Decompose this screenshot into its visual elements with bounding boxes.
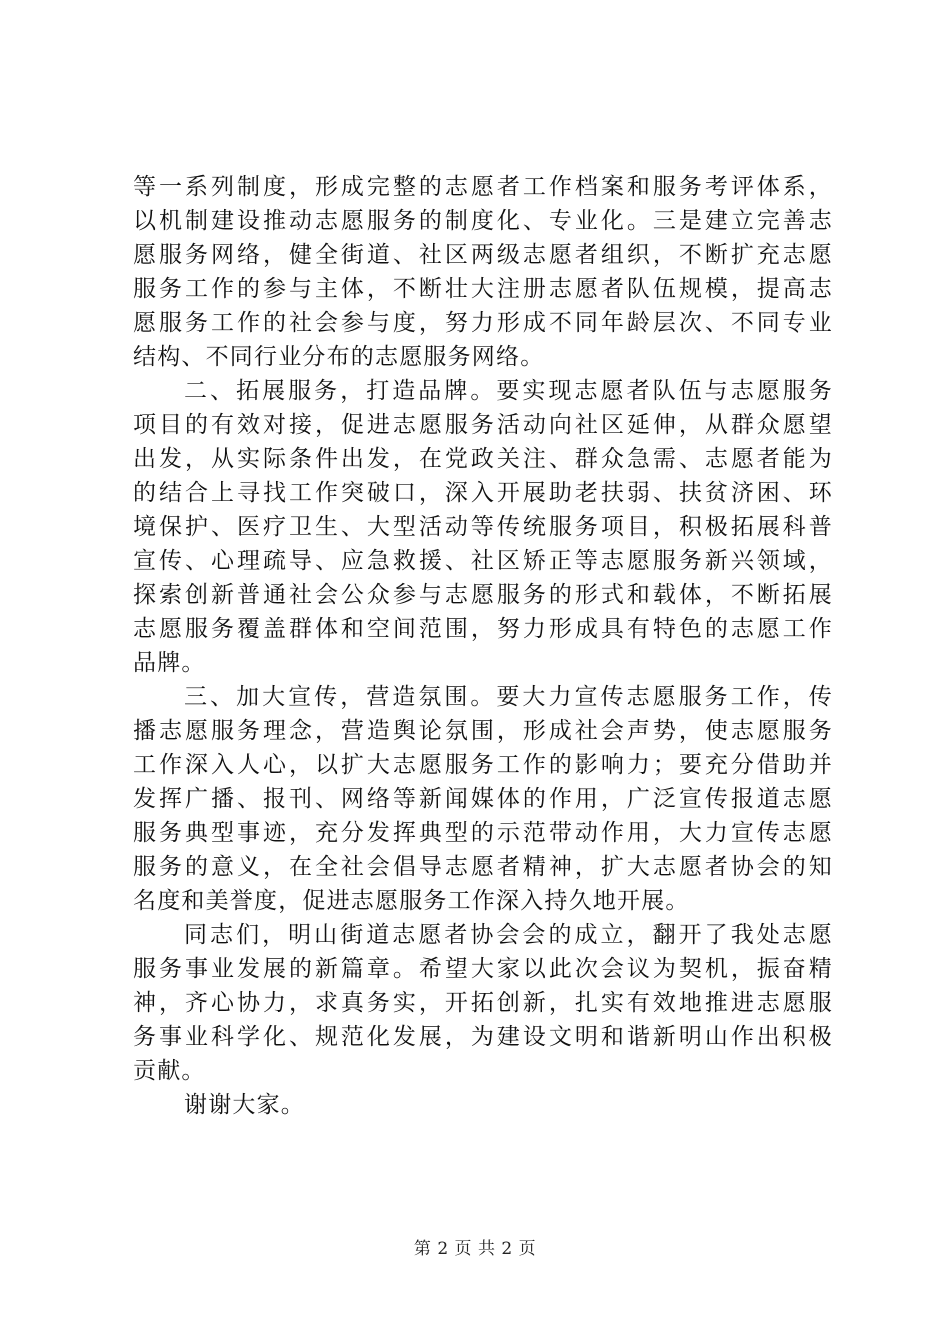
- text-line: 探索创新普通社会公众参与志愿服务的形式和载体，不断拓展: [133, 582, 833, 608]
- document-body: [133, 170, 833, 1122]
- text-line: 务事业科学化、规范化发展，为建设文明和谐新明山作出积极: [133, 1024, 833, 1050]
- text-line: 品牌。: [133, 650, 206, 676]
- text-line: 神，齐心协力，求真务实，开拓创新，扎实有效地推进志愿服: [133, 990, 833, 1016]
- paragraph-start-line: 二、拓展服务，打造品牌。要实现志愿者队伍与志愿服务: [184, 378, 833, 404]
- text-line: 志愿服务覆盖群体和空间范围，努力形成具有特色的志愿工作: [133, 616, 833, 642]
- text-line: 宣传、心理疏导、应急救援、社区矫正等志愿服务新兴领域，: [133, 548, 833, 574]
- text-line: 愿服务工作的社会参与度，努力形成不同年龄层次、不同专业: [133, 310, 833, 336]
- text-line: 播志愿服务理念，营造舆论氛围，形成社会声势，使志愿服务: [133, 718, 833, 744]
- closing-line: 谢谢大家。: [184, 1092, 305, 1118]
- text-line: 的结合上寻找工作突破口，深入开展助老扶弱、扶贫济困、环: [133, 480, 833, 506]
- text-line: 出发，从实际条件出发，在党政关注、群众急需、志愿者能为: [133, 446, 833, 472]
- paragraph-start-line: 同志们，明山街道志愿者协会会的成立，翻开了我处志愿: [184, 922, 833, 948]
- text-line: 服务事业发展的新篇章。希望大家以此次会议为契机，振奋精: [133, 956, 833, 982]
- text-line: 工作深入人心，以扩大志愿服务工作的影响力；要充分借助并: [133, 752, 833, 778]
- text-line: 等一系列制度，形成完整的志愿者工作档案和服务考评体系，: [133, 174, 833, 200]
- text-line: 项目的有效对接，促进志愿服务活动向社区延伸，从群众愿望: [133, 412, 833, 438]
- text-line: 结构、不同行业分布的志愿服务网络。: [133, 344, 545, 370]
- text-line: 贡献。: [133, 1058, 206, 1084]
- page-number-footer: 第 2 页 共 2 页: [413, 1239, 537, 1259]
- text-line: 服务典型事迹，充分发挥典型的示范带动作用，大力宣传志愿: [133, 820, 833, 846]
- text-line: 服务的意义，在全社会倡导志愿者精神，扩大志愿者协会的知: [133, 854, 833, 880]
- text-line: 愿服务网络，健全街道、社区两级志愿者组织，不断扩充志愿: [133, 242, 833, 268]
- paragraph-start-line: 三、加大宣传，营造氛围。要大力宣传志愿服务工作，传: [184, 684, 833, 710]
- text-line: 发挥广播、报刊、网络等新闻媒体的作用，广泛宣传报道志愿: [133, 786, 833, 812]
- text-line: 境保护、医疗卫生、大型活动等传统服务项目，积极拓展科普: [133, 514, 833, 540]
- text-line: 以机制建设推动志愿服务的制度化、专业化。三是建立完善志: [133, 208, 833, 234]
- text-line: 名度和美誉度，促进志愿服务工作深入持久地开展。: [133, 888, 690, 914]
- text-line: 服务工作的参与主体，不断壮大注册志愿者队伍规模，提高志: [133, 276, 833, 302]
